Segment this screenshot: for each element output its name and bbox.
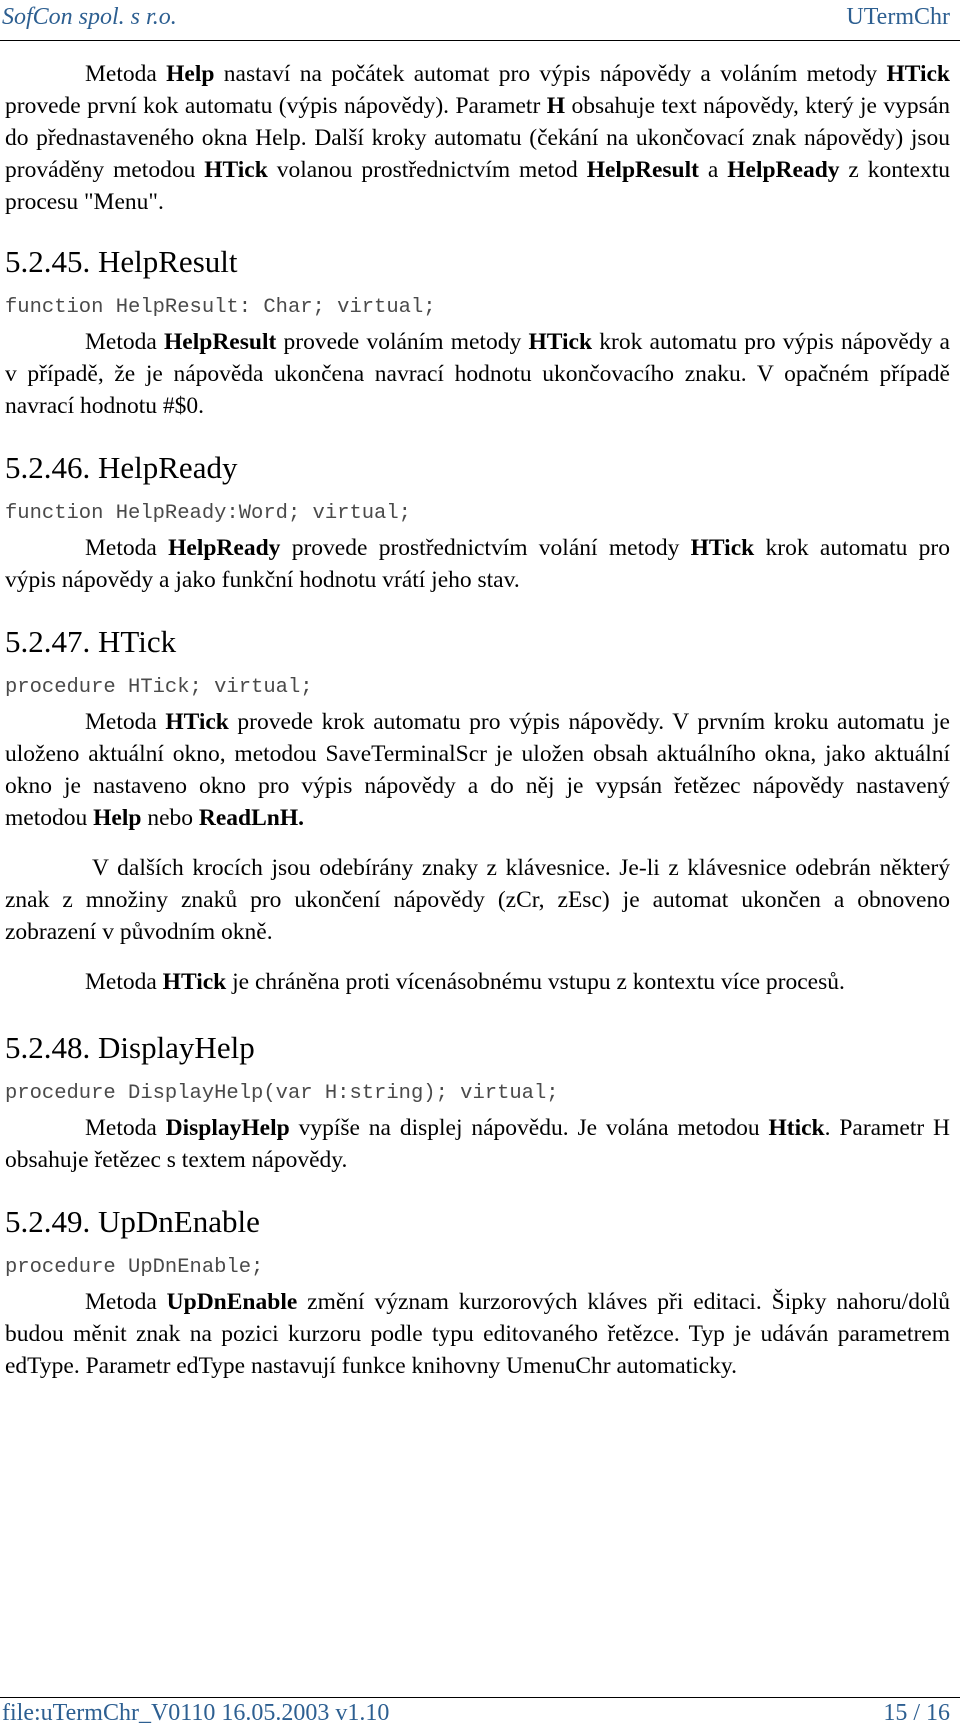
- page-content: [5, 58, 950, 1382]
- section-heading: 5.2.49. UpDnEnable: [5, 1204, 260, 1239]
- footer-page-number: 15 / 16: [883, 1700, 950, 1726]
- code-signature: procedure HTick; virtual;: [5, 676, 313, 699]
- code-signature: procedure DisplayHelp(var H:string); virtual;: [5, 1082, 559, 1105]
- section-paragraph: Metoda HelpReady provede prostřednictvím volání metody HTick krok automatu pro výpis nápovědy a jako funkční hodnotu vrátí jeho stav.: [5, 535, 950, 593]
- intro-paragraph: Metoda Help nastaví na počátek automat pro výpis nápovědy a voláním metody HTick provede první kok automatu (výpis nápovědy). Parametr H obsahuje text nápovědy, který je vypsán do přednastaveného okna Help. Další kroky automatu (čekání na ukončovací znak nápovědy) jsou prováděny metodou HTick volanou prostřednictvím metod HelpResult a HelpReady z kontextu procesu "Menu".: [5, 61, 950, 215]
- page-header: [0, 4, 960, 34]
- code-signature: function HelpResult: Char; virtual;: [5, 296, 436, 319]
- section-paragraph: Metoda HTick je chráněna proti vícenásobnému vstupu z kontextu více procesů.: [85, 969, 845, 995]
- footer-file: file:uTermChr_V0110 16.05.2003 v1.10: [2, 1700, 390, 1726]
- section-heading: 5.2.45. HelpResult: [5, 244, 238, 279]
- section-heading: 5.2.47. HTick: [5, 624, 177, 659]
- section-heading: 5.2.46. HelpReady: [5, 450, 238, 485]
- footer-rule: [0, 1697, 960, 1698]
- header-module: UTermChr: [846, 4, 950, 30]
- section-paragraph: Metoda HTick provede krok automatu pro výpis nápovědy. V prvním kroku automatu je uloženo aktuální okno, metodou SaveTerminalScr je uložen obsah aktuálního okna, jako aktuální okno je nastaveno okno pro výpis nápovědy a do něj je vypsán řetězec nápovědy nastavený metodou Help nebo ReadLnH.: [5, 709, 950, 831]
- section-paragraph: Metoda UpDnEnable změní význam kurzorových kláves při editaci. Šipky nahoru/dolů budou měnit znak na pozici kurzoru podle typu editovaného řetězce. Typ je udáván parametrem edType. Parametr edType nastavují funkce knihovny UmenuChr automaticky.: [5, 1289, 950, 1379]
- section-paragraph: Metoda HelpResult provede voláním metody HTick krok automatu pro výpis nápovědy a v případě, že je nápověda ukončena navrací hodnotu ukončovacího znaku. V opačném případě navrací hodnotu #$0.: [5, 329, 950, 419]
- section-paragraph: Metoda DisplayHelp vypíše na displej nápovědu. Je volána metodou Htick. Parametr H obsahuje řetězec s textem nápovědy.: [5, 1115, 951, 1173]
- header-rule: [0, 40, 960, 41]
- code-signature: procedure UpDnEnable;: [5, 1256, 264, 1279]
- page-footer: [0, 1700, 960, 1730]
- section-heading: 5.2.48. DisplayHelp: [5, 1030, 255, 1065]
- section-paragraph: V dalších krocích jsou odebírány znaky z klávesnice. Je-li z klávesnice odebrán některý znak z množiny znaků pro ukončení nápovědy (zCr, zEsc) je automat ukončen a obnoveno zobrazení v původním okně.: [5, 855, 950, 945]
- header-company: SofCon spol. s r.o.: [2, 4, 177, 30]
- code-signature: function HelpReady:Word; virtual;: [5, 502, 411, 525]
